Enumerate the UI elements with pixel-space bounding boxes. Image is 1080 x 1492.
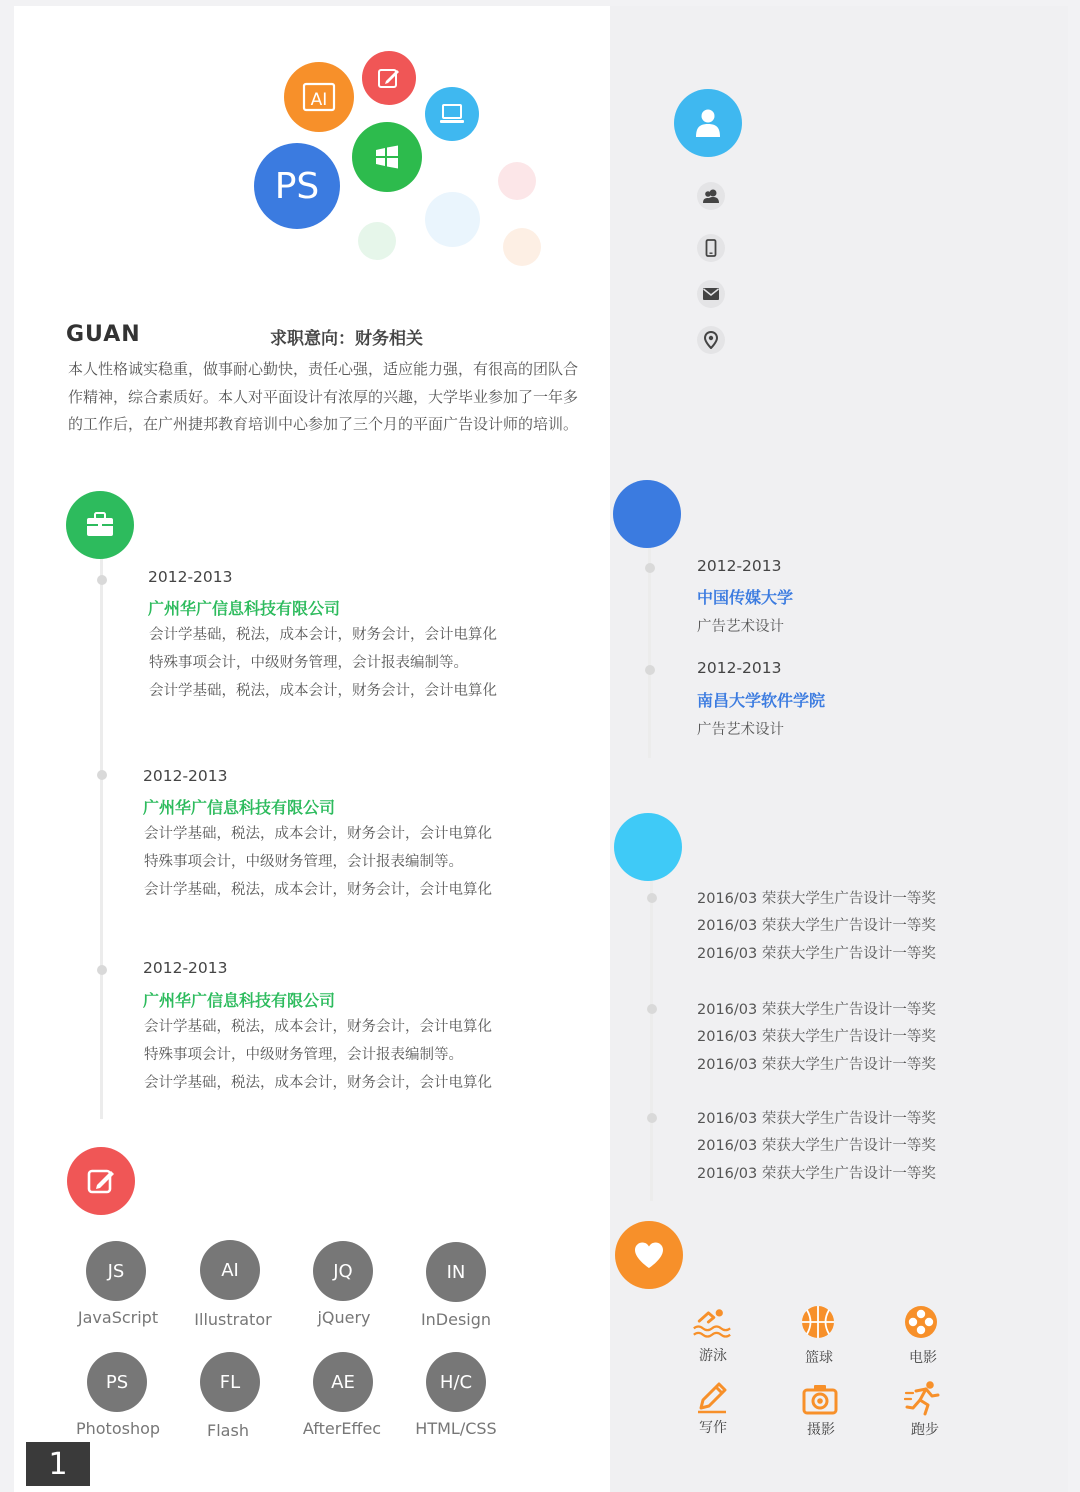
- skill-name: jQuery: [317, 1308, 371, 1327]
- edu-year: 2012-2013: [697, 557, 782, 575]
- laptop-bubble: [425, 87, 479, 141]
- contact-group-icon: [697, 182, 725, 210]
- edu-year: 2012-2013: [697, 659, 782, 677]
- skill-name: Illustrator: [194, 1310, 272, 1329]
- hobby-label: 摄影: [807, 1422, 835, 1438]
- work-desc-line: 会计学基础，税法，成本会计，财务会计，会计电算化: [144, 882, 492, 898]
- skill-badge-js: JS: [86, 1241, 146, 1301]
- timeline-dot: [97, 965, 107, 975]
- laptop-icon: [438, 102, 466, 126]
- award-line: 2016/03 荣获大学生广告设计一等奖: [697, 1002, 936, 1018]
- windows-icon: [373, 144, 401, 170]
- skill-badge-ps: PS: [87, 1352, 147, 1412]
- camera-icon: [800, 1379, 840, 1419]
- work-desc-line: 会计学基础，税法，成本会计，财务会计，会计电算化: [144, 826, 492, 842]
- skill-badge-hc: H/C: [426, 1352, 486, 1412]
- skill-name: JavaScript: [77, 1308, 159, 1327]
- faint-bubble-blue: [425, 192, 480, 247]
- edit-bubble: [362, 51, 416, 105]
- timeline-dot: [97, 770, 107, 780]
- work-section-icon: [66, 491, 134, 559]
- education-timeline-line: [648, 548, 651, 758]
- hobby-label: 跑步: [911, 1422, 939, 1438]
- work-desc-line: 特殊事项会计，中级财务管理，会计报表编制等。: [144, 1047, 463, 1063]
- phone-icon: [697, 234, 725, 262]
- faint-bubble-green: [358, 222, 396, 260]
- work-company: 广州华广信息科技有限公司: [148, 599, 341, 618]
- page-number: 1: [26, 1442, 90, 1486]
- skill-name: Flash: [207, 1421, 249, 1440]
- award-line: 2016/03 荣获大学生广告设计一等奖: [697, 1166, 936, 1182]
- skill-name: Photoshop: [75, 1419, 161, 1438]
- self-introduction: 本人性格诚实稳重，做事耐心勤快，责任心强，适应能力强，有很高的团队合作精神，综合素质好。本人对平面设计有浓厚的兴趣，大学毕业参加了一年多的工作后，在广州捷邦教育培训中心参加了三个月的平面广告设计师的培训。: [68, 360, 579, 433]
- timeline-dot: [97, 575, 107, 585]
- edit-square-icon: [85, 1165, 117, 1197]
- work-desc-line: 会计学基础，税法，成本会计，财务会计，会计电算化: [149, 683, 497, 699]
- timeline-dot: [645, 563, 655, 573]
- ps-bubble: [254, 143, 340, 229]
- award-line: 2016/03 荣获大学生广告设计一等奖: [697, 1111, 936, 1127]
- work-year: 2012-2013: [148, 568, 233, 586]
- faint-bubble-pink: [498, 162, 536, 200]
- basketball-icon: [798, 1302, 838, 1342]
- ai-bubble: [284, 62, 354, 132]
- swim-icon: [692, 1302, 732, 1342]
- ps-bubble-label: PS: [274, 165, 320, 207]
- heart-icon: [633, 1241, 665, 1269]
- hobby-label: 写作: [699, 1420, 727, 1436]
- skills-section-icon: [67, 1147, 135, 1215]
- award-line: 2016/03 荣获大学生广告设计一等奖: [697, 1057, 936, 1073]
- skill-badge-ai: AI: [200, 1240, 260, 1300]
- awards-section-icon: [614, 813, 682, 881]
- skill-name: InDesign: [420, 1310, 492, 1329]
- award-line: 2016/03 荣获大学生广告设计一等奖: [697, 918, 936, 934]
- skill-badge-ae: AE: [313, 1352, 373, 1412]
- location-icon: [697, 326, 725, 354]
- award-line: 2016/03 荣获大学生广告设计一等奖: [697, 946, 936, 962]
- edu-major: 广告艺术设计: [697, 722, 784, 738]
- skill-badge-fl: FL: [200, 1352, 260, 1412]
- pencil-icon: [692, 1377, 732, 1417]
- windows-bubble: [352, 122, 422, 192]
- faint-bubble-peach: [503, 228, 541, 266]
- hobbies-section-icon: [615, 1221, 683, 1289]
- work-company: 广州华广信息科技有限公司: [143, 798, 336, 817]
- award-line: 2016/03 荣获大学生广告设计一等奖: [697, 1138, 936, 1154]
- edit-icon: [376, 65, 402, 91]
- briefcase-icon: [85, 512, 115, 538]
- award-line: 2016/03 荣获大学生广告设计一等奖: [697, 1029, 936, 1045]
- education-section-icon: [613, 480, 681, 548]
- skill-name: HTML/CSS: [415, 1419, 497, 1438]
- mail-icon: [697, 280, 725, 308]
- person-name: GUAN: [66, 322, 141, 347]
- timeline-dot: [647, 1004, 657, 1014]
- edu-school: 南昌大学软件学院: [697, 691, 826, 710]
- work-desc-line: 特殊事项会计，中级财务管理，会计报表编制等。: [144, 854, 463, 870]
- job-intent: 求职意向：财务相关: [270, 329, 423, 349]
- award-line: 2016/03 荣获大学生广告设计一等奖: [697, 891, 936, 907]
- work-year: 2012-2013: [143, 767, 228, 785]
- edu-major: 广告艺术设计: [697, 619, 784, 635]
- skill-badge-jq: JQ: [313, 1241, 373, 1301]
- awards-timeline-line: [650, 881, 653, 1201]
- profile-section-icon: [674, 89, 742, 157]
- hobby-label: 游泳: [699, 1348, 727, 1364]
- work-desc-line: 特殊事项会计，中级财务管理，会计报表编制等。: [149, 655, 468, 671]
- ai-book-icon: [301, 81, 337, 113]
- timeline-dot: [647, 1113, 657, 1123]
- film-icon: [901, 1302, 941, 1342]
- work-desc-line: 会计学基础，税法，成本会计，财务会计，会计电算化: [149, 627, 497, 643]
- work-company: 广州华广信息科技有限公司: [143, 991, 336, 1010]
- hobby-label: 篮球: [805, 1350, 833, 1366]
- timeline-dot: [645, 665, 655, 675]
- edu-school: 中国传媒大学: [697, 588, 794, 607]
- work-timeline-line: [100, 559, 103, 1119]
- timeline-dot: [647, 893, 657, 903]
- hobby-label: 电影: [909, 1350, 937, 1366]
- running-icon: [903, 1378, 943, 1418]
- work-desc-line: 会计学基础，税法，成本会计，财务会计，会计电算化: [144, 1019, 492, 1035]
- work-desc-line: 会计学基础，税法，成本会计，财务会计，会计电算化: [144, 1075, 492, 1091]
- skill-badge-in: IN: [426, 1242, 486, 1302]
- skill-name: AfterEffec: [302, 1419, 382, 1438]
- svg-text:AI: AI: [310, 90, 328, 110]
- user-icon: [695, 108, 721, 138]
- work-year: 2012-2013: [143, 959, 228, 977]
